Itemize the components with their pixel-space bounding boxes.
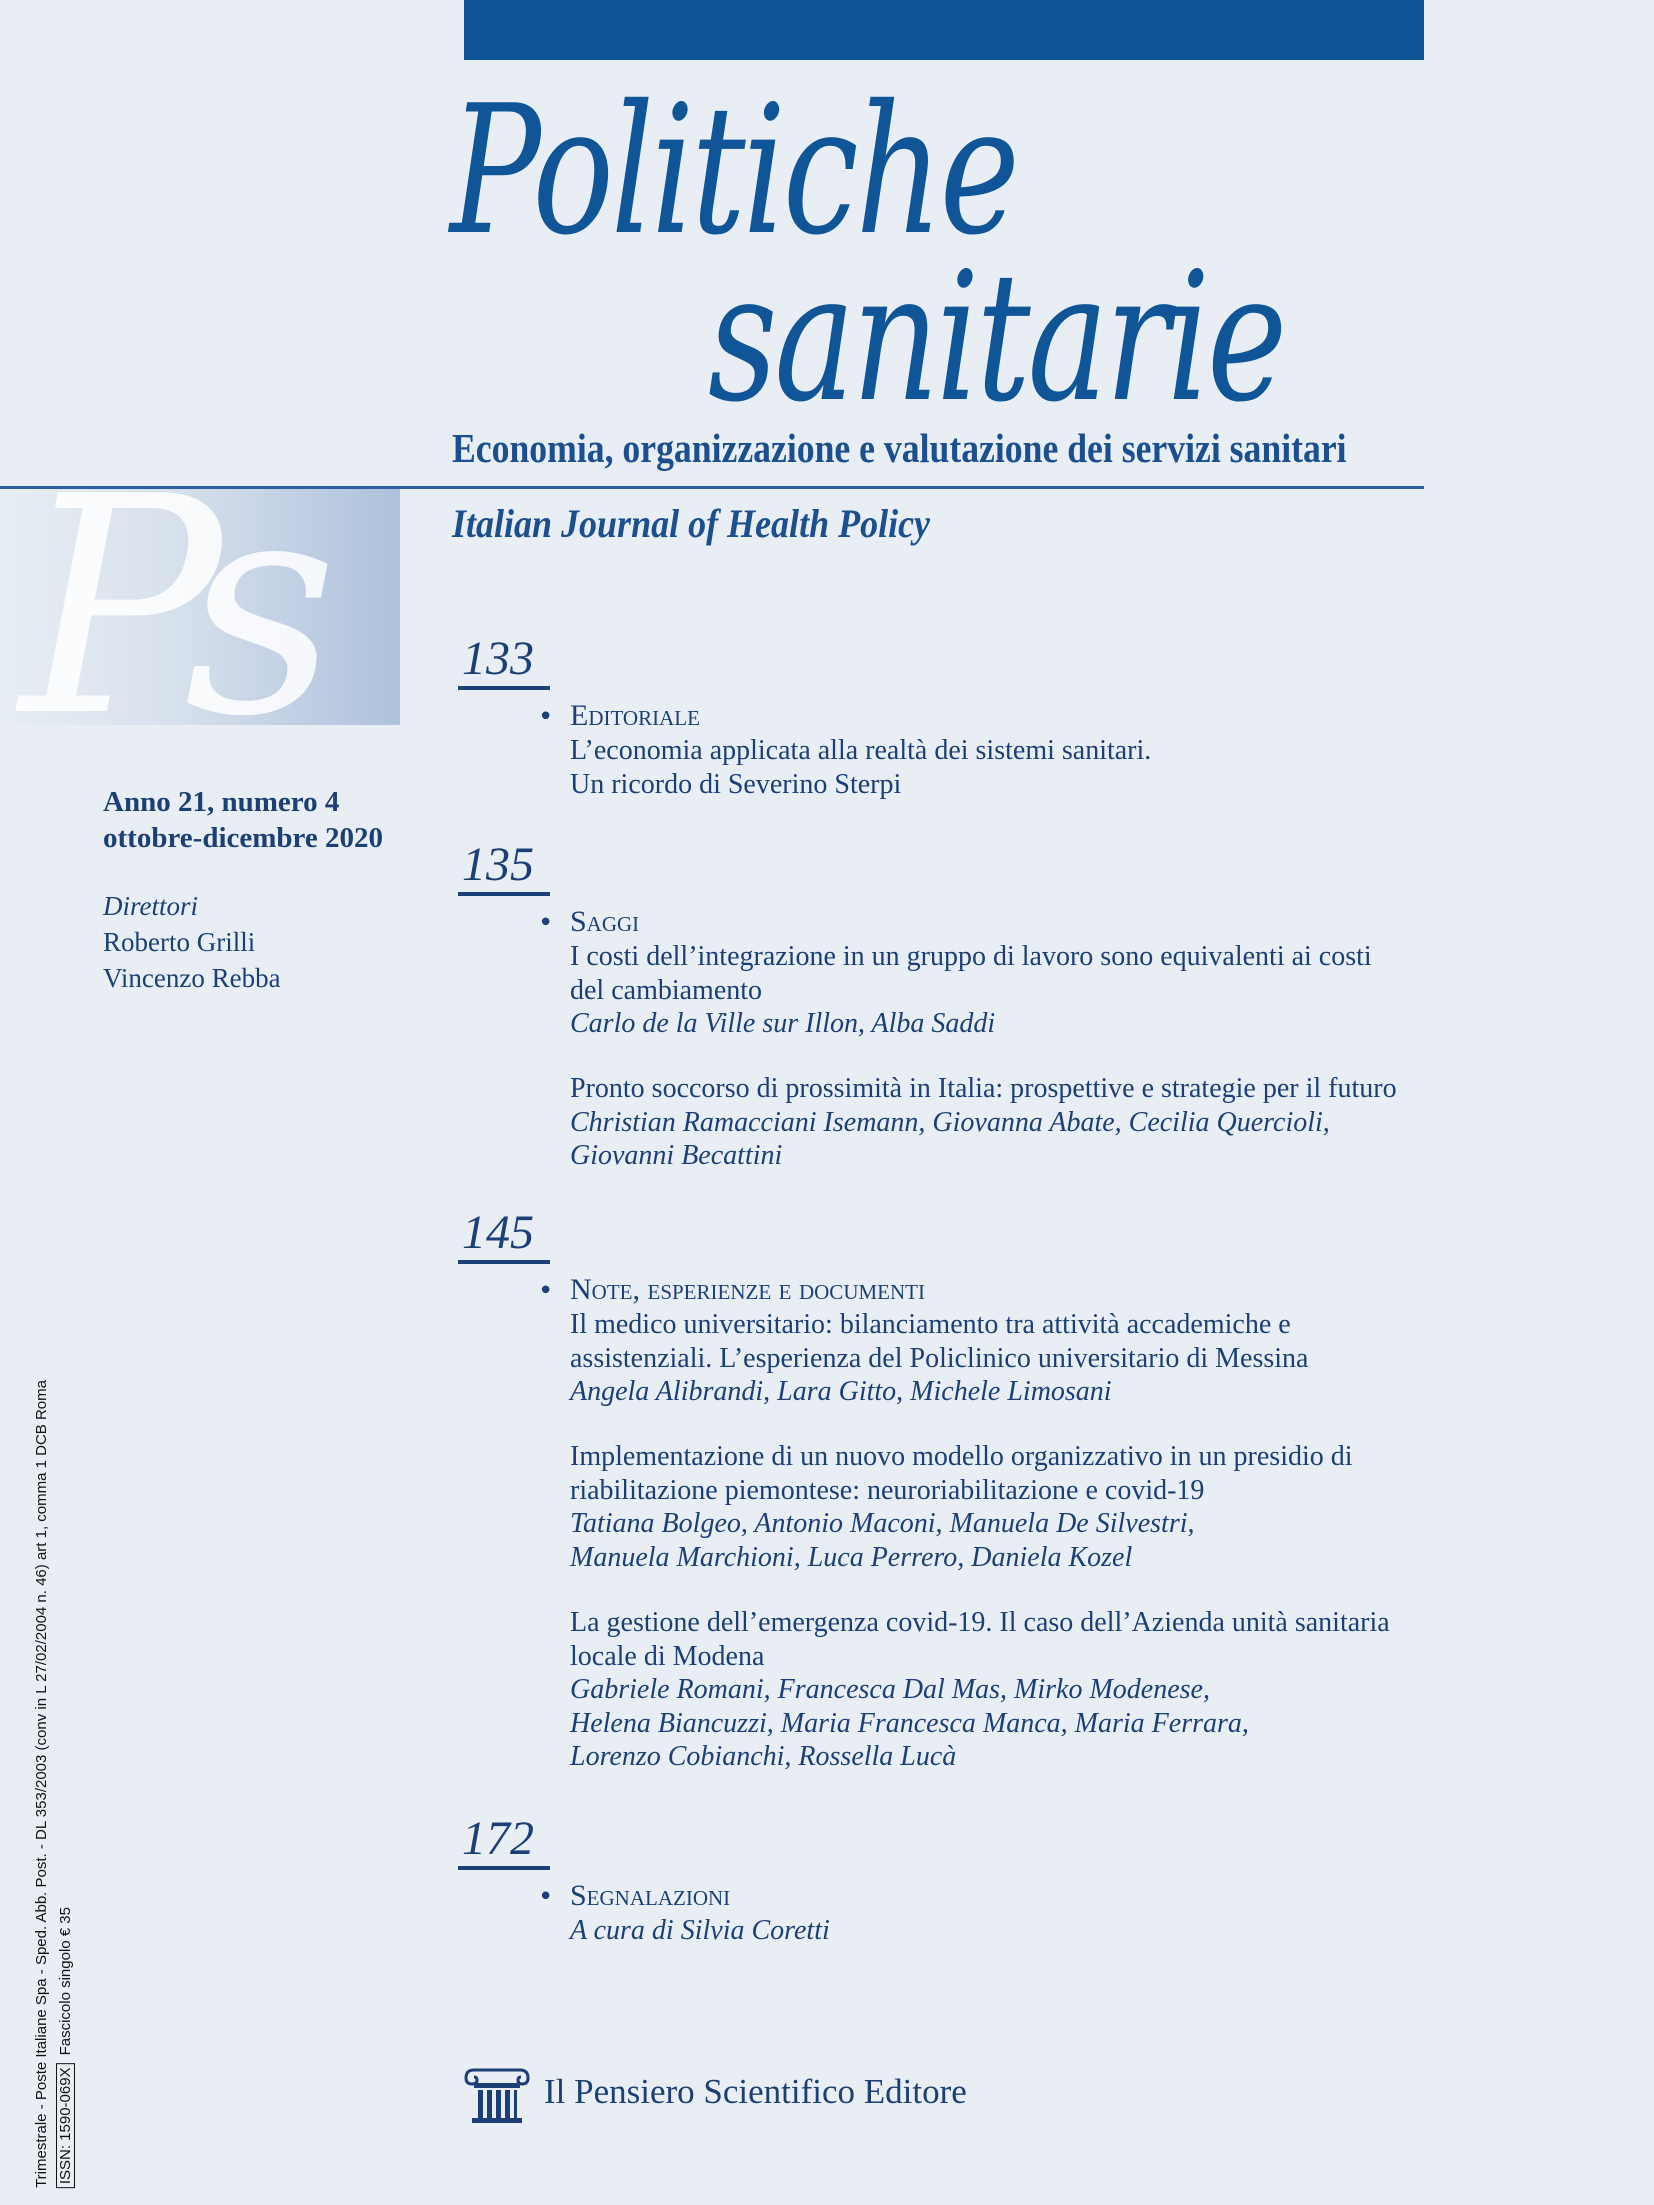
toc-entry-authors: Giovanni Becattini bbox=[570, 1140, 783, 1171]
toc-page-number: 172 bbox=[462, 1812, 534, 1865]
toc-entry-authors: Lorenzo Cobianchi, Rossella Lucà bbox=[570, 1741, 957, 1772]
toc-entry bbox=[570, 1308, 1430, 1409]
issue-info bbox=[103, 784, 383, 856]
page-number-rule bbox=[458, 686, 550, 690]
toc-section-heading: Segnalazioni bbox=[570, 1879, 731, 1912]
toc-section-heading: Saggi bbox=[570, 905, 640, 938]
toc-section-heading: Note, esperienze e documenti bbox=[570, 1273, 925, 1306]
toc-section-heading: Editoriale bbox=[570, 699, 700, 732]
toc-entry bbox=[570, 1606, 1430, 1774]
issue-volume: Anno 21, numero 4 bbox=[103, 786, 340, 818]
issn-price-line bbox=[56, 1907, 76, 2188]
journal-subtitle: Economia, organizzazione e valutazione dei servizi sanitari bbox=[452, 425, 1347, 471]
bullet-icon: • bbox=[538, 1276, 554, 1306]
toc-entry-title: La gestione dell’emergenza covid-19. Il caso dell’Azienda unità sanitaria bbox=[570, 1607, 1390, 1638]
toc-entry-title: locale di Modena bbox=[570, 1640, 765, 1672]
editor-name: Vincenzo Rebba bbox=[103, 963, 281, 993]
publisher-name: Il Pensiero Scientifico Editore bbox=[544, 2072, 967, 2111]
toc-entry-title: L’economia applicata alla realtà dei sistemi sanitari. bbox=[570, 735, 1152, 766]
toc-entry-authors: Carlo de la Ville sur Illon, Alba Saddi bbox=[570, 1008, 996, 1039]
toc-entry bbox=[570, 1440, 1430, 1574]
top-color-bar bbox=[464, 0, 1424, 60]
toc-entry-title: Un ricordo di Severino Sterpi bbox=[570, 768, 902, 800]
editor-name: Roberto Grilli bbox=[103, 927, 256, 957]
spine-text-block bbox=[30, 1308, 86, 2188]
toc-entry-authors: Angela Alibrandi, Lara Gitto, Michele Limosani bbox=[570, 1376, 1112, 1407]
toc-entry-authors: Manuela Marchioni, Luca Perrero, Daniela Kozel bbox=[570, 1541, 1133, 1573]
postal-info: Trimestrale - Poste Italiane Spa - Sped. Abb. Post. - DL 353/2003 (conv in L 27/02/2004 n. 46) art 1, comma 1 DCB Roma bbox=[33, 1380, 50, 2188]
toc-entry-title: assistenziali. L’esperienza del Policlinico universitario di Messina bbox=[570, 1342, 1309, 1374]
journal-title-line2: sanitarie bbox=[708, 234, 1285, 441]
toc-entry-title: Pronto soccorso di prossimità in Italia: prospettive e strategie per il futuro bbox=[570, 1073, 1397, 1104]
ps-logo bbox=[0, 489, 400, 725]
toc-entry-authors: Tatiana Bolgeo, Antonio Maconi, Manuela De Silvestri, bbox=[570, 1508, 1195, 1539]
journal-english-title: Italian Journal of Health Policy bbox=[452, 501, 931, 546]
editors-block bbox=[103, 888, 281, 996]
toc-entry-authors: Helena Biancuzzi, Maria Francesca Manca, Maria Ferrara, bbox=[570, 1707, 1249, 1739]
toc-entry-title: Implementazione di un nuovo modello organizzativo in un presidio di bbox=[570, 1441, 1353, 1472]
issue-price: Fascicolo singolo € 35 bbox=[57, 1906, 74, 2056]
toc-entry bbox=[570, 940, 1430, 1041]
ps-logo-icon bbox=[0, 489, 400, 725]
ionic-column-icon bbox=[462, 2068, 532, 2124]
toc-entry-title: Il medico universitario: bilanciamento tra attività accademiche e bbox=[570, 1309, 1291, 1340]
toc-entry-title: riabilitazione piemontese: neuroriabilitazione e covid-19 bbox=[570, 1474, 1205, 1506]
toc-entry bbox=[570, 1072, 1430, 1173]
toc-page-number: 145 bbox=[462, 1206, 534, 1259]
toc-page-number: 135 bbox=[462, 838, 534, 891]
page-number-rule bbox=[458, 892, 550, 896]
bullet-icon: • bbox=[538, 702, 554, 732]
toc-entry-authors: A cura di Silvia Coretti bbox=[570, 1915, 830, 1946]
issn-box: ISSN: 1590-069X bbox=[56, 2063, 75, 2188]
page-number-rule bbox=[458, 1866, 550, 1870]
toc-entry-authors: Christian Ramacciani Isemann, Giovanna Abate, Cecilia Quercioli, bbox=[570, 1106, 1330, 1138]
bullet-icon: • bbox=[538, 908, 554, 938]
toc-entry bbox=[570, 734, 1430, 801]
toc-entry-title: del cambiamento bbox=[570, 974, 763, 1006]
editors-label: Direttori bbox=[103, 891, 199, 921]
issue-period: ottobre-dicembre 2020 bbox=[103, 822, 384, 854]
toc-entry bbox=[570, 1914, 1430, 1948]
toc-entry-authors: Gabriele Romani, Francesca Dal Mas, Mirko Modenese, bbox=[570, 1674, 1210, 1705]
page-number-rule bbox=[458, 1260, 550, 1264]
bullet-icon: • bbox=[538, 1882, 554, 1912]
toc-entry-title: I costi dell’integrazione in un gruppo di lavoro sono equivalenti ai costi bbox=[570, 941, 1372, 972]
ps-logo-letters: Ps bbox=[20, 489, 308, 725]
journal-title-line1: Politiche bbox=[450, 67, 1017, 274]
toc-page-number: 133 bbox=[462, 632, 534, 685]
publisher-block bbox=[462, 2066, 1022, 2126]
